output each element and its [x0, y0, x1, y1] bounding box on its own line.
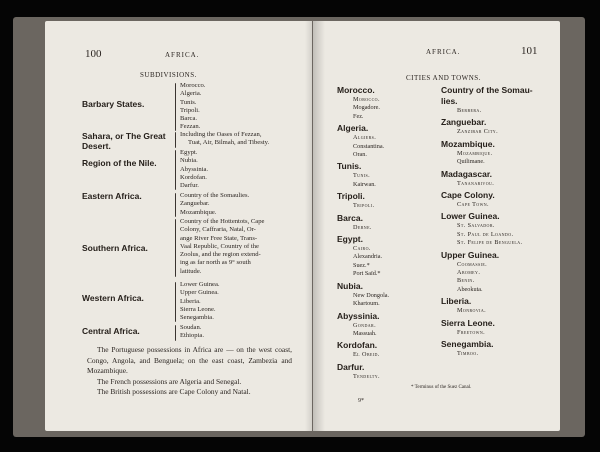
country-group: Upper Guinea. Coomassie. Abomey. Benin. Abeokuta. — [441, 249, 500, 293]
left-page-number: 100 — [85, 48, 102, 60]
left-running-head: AFRICA. — [165, 51, 200, 59]
brace — [175, 282, 176, 322]
country-group: Zanguebar. Zanzibar City. — [441, 117, 499, 136]
right-gutter-shadow — [313, 21, 325, 431]
cities-title: CITIES AND TOWNS. — [406, 74, 481, 82]
country-group: Country of the Somau-lies. Berbera. — [441, 85, 533, 114]
right-page-number: 101 — [521, 45, 538, 57]
subdivision-list: Country of the Somaulies. Zanguebar. Mozambique. — [180, 192, 250, 216]
country-group: Tripoli. Tripoli. — [337, 191, 375, 210]
subdivision-list: Lower Guinea. Upper Guinea. Liberia. Sierra Leone. Senegambia. — [180, 281, 220, 322]
brace — [175, 83, 176, 131]
subdivisions-title: SUBDIVISIONS. — [140, 71, 197, 79]
paragraph: The Portuguese possessions in Africa are — on the west coast, Congo, Angola, and Benguela; on the east coast, Zambezia and Mozambique. — [87, 345, 292, 375]
footnote: * Terminus of the Suez Canal. — [411, 385, 472, 390]
brace — [175, 193, 176, 217]
signature-mark: 9* — [358, 398, 364, 404]
region-name: Sahara, or The Great Desert. — [82, 131, 166, 151]
paragraph: The French possessions are Algeria and Senegal. — [97, 376, 242, 386]
paragraph: The British possessions are Cape Colony and Natal. — [97, 387, 251, 396]
country-group: Senegambia. Timboo. — [441, 339, 494, 358]
subdivision-list: Country of the Hottentots, Cape Colony, Caffraria, Natal, Or- ange River Free State, Trans- Vaal Republic, Country of the Zoolus, and the region extend- ing as far north as 9° south latitude. — [180, 218, 265, 275]
country-group: Darfur. Tendelty. — [337, 361, 380, 380]
country-group: Abyssinia. Gondar. Massuah. — [337, 310, 380, 337]
brace — [175, 132, 176, 148]
country-group: Kordofan. El Obeid. — [337, 340, 380, 359]
possessions-text — [87, 345, 292, 398]
country-group: Tunis. Tunis. Kairwan. — [337, 161, 376, 188]
cities-column-right — [441, 85, 553, 361]
country-group: Morocco. Morocco. Mogadore. Fez. — [337, 85, 380, 120]
region-name: Region of the Nile. — [82, 158, 157, 168]
subdivision-list: Soudan. Ethiopia. — [180, 324, 204, 340]
book-spread — [13, 17, 585, 437]
brace — [175, 150, 176, 190]
subdivision-list: Morocco. Algeria. Tunis. Tripoli. Barca. Fezzan. — [180, 82, 206, 131]
region-name: Barbary States. — [82, 99, 145, 109]
country-group: Lower Guinea. St. Salvador. St. Paul de Loando. St. Felipe de Benguela. — [441, 211, 523, 247]
brace — [175, 219, 176, 277]
country-group: Nubia. New Dongola. Khartoum. — [337, 280, 390, 308]
subdivision-list: Egypt. Nubia. Abyssinia. Kordofan. Darfur. — [180, 149, 209, 190]
right-running-head: AFRICA. — [426, 48, 461, 56]
country-group: Barca. Derne. — [337, 212, 372, 231]
brace — [175, 325, 176, 341]
country-group: Algeria. Algiers. Constantina. Oran. — [337, 123, 385, 159]
country-group: Sierra Leone. Freetown. — [441, 317, 495, 336]
cities-column-left — [337, 85, 441, 383]
country-group: Mozambique. Mozambique. Quilimane. — [441, 138, 495, 166]
left-gutter-shadow — [305, 21, 312, 431]
region-name: Central Africa. — [82, 326, 140, 336]
region-name: Western Africa. — [82, 293, 144, 303]
left-page — [45, 21, 312, 431]
region-name: Eastern Africa. — [82, 191, 142, 201]
country-group: Egypt. Cairo. Alexandria. Suez.* Port Saïd.* — [337, 234, 383, 278]
country-group: Liberia. Monrovia. — [441, 296, 487, 315]
region-name: Southern Africa. — [82, 243, 148, 253]
country-group: Cape Colony. Cape Town. — [441, 190, 495, 209]
subdivision-list: Including the Oases of Fezzan, Tuat, Air, Bilmah, and Tibesty. — [180, 131, 270, 147]
right-page — [313, 21, 560, 431]
country-group: Madagascar. Tananarivou. — [441, 168, 495, 187]
